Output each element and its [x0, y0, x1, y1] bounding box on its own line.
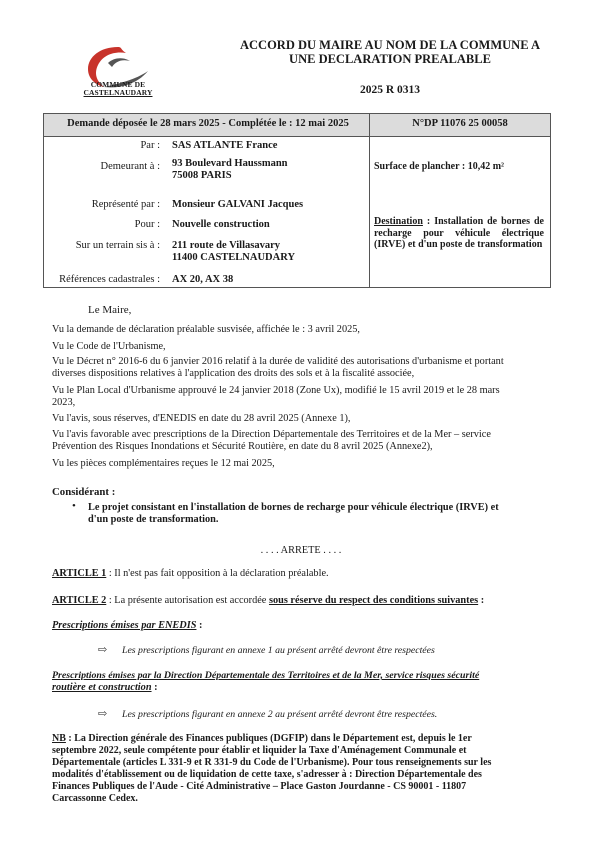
considerant-title: Considérant :: [52, 486, 116, 498]
label-demeurant: Demeurant à :: [100, 161, 160, 172]
logo-caption-line1: COMMUNE DE: [90, 80, 146, 89]
article-2-text: : La présente autorisation est accordée: [106, 595, 269, 606]
nb-line-2: septembre 2022, seule compétente pour établir et liquider la Taxe d'Aménagement Communale et: [52, 745, 467, 756]
article-2-label: ARTICLE 2: [52, 595, 107, 606]
destination-text: : Installation de bornes de recharge pour véhicule électrique (IRVE) et d'un poste de transformation: [374, 216, 544, 250]
nb-line-6: Carcassonne Cedex.: [52, 793, 138, 804]
vu-line-9: Prévention des Risques Inondations et Sécurité Routière, en date du 8 avril 2025 (Annexe2),: [52, 441, 433, 452]
surface-plancher: Surface de plancher : 10,42 m²: [374, 161, 505, 172]
value-par: SAS ATLANTE France: [172, 140, 278, 151]
prescriptions-ddtm-colon: :: [151, 682, 158, 693]
label-cadastre: Références cadastrales :: [59, 274, 160, 285]
considerant-line1: Le projet consistant en l'installation de bornes de recharge pour véhicule électrique (IRVE) et: [88, 502, 499, 513]
vu-line-5: Vu le Plan Local d'Urbanisme approuvé le 24 janvier 2018 (Zone Ux), modifié le 15 avril 2019 et le 28 mars: [52, 385, 500, 396]
value-terrain-line1: 211 route de Villasavary: [172, 240, 281, 251]
nb-label: NB: [52, 733, 66, 744]
title-line1: ACCORD DU MAIRE AU NOM DE LA COMMUNE A: [240, 38, 540, 52]
arrow-icon: ⇨: [98, 644, 108, 656]
vu-line-1: Vu la demande de déclaration préalable susvisée, affichée le : 3 avril 2025,: [52, 324, 360, 335]
prescriptions-ddtm-label-line1: Prescriptions émises par la Direction Départementale des Territoires et de la Mer, service risques sécurité: [52, 670, 480, 681]
article-1-label: ARTICLE 1: [52, 568, 107, 579]
vu-line-2: Vu le Code de l'Urbanisme,: [52, 341, 166, 352]
arrete-heading: . . . . ARRETE . . . .: [260, 545, 342, 556]
article-2-end: :: [478, 595, 485, 606]
considerant-line2: d'un poste de transformation.: [88, 514, 219, 525]
label-pour: Pour :: [134, 219, 160, 230]
title-line2: UNE DECLARATION PREALABLE: [289, 52, 491, 66]
vu-line-10: Vu les pièces complémentaires reçues le 12 mai 2025,: [52, 458, 275, 469]
prescriptions-enedis-title: [52, 620, 550, 632]
table-header-dp-number: N°DP 11076 25 00058: [412, 118, 508, 129]
article-1: [52, 568, 550, 580]
value-pour: Nouvelle construction: [172, 219, 270, 230]
nb-line-1: [52, 733, 550, 745]
nb-line-4: modalités d'établissement ou de liquidation de cette taxe, s'adresser à : Direction Départementale des: [52, 769, 482, 780]
destination-label: Destination: [374, 216, 423, 227]
logo-caption: [78, 81, 158, 97]
vu-line-3: Vu le Décret n° 2016-6 du 6 janvier 2016 relatif à la durée de validité des autorisations d'urbanisme et portant: [52, 356, 504, 367]
table-divider: [369, 113, 370, 288]
vu-line-4: diverses dispositions relatives à l'application des droits des sols et à la fiscalité associée,: [52, 368, 415, 379]
document-reference: 2025 R 0313: [359, 84, 421, 96]
salutation: Le Maire,: [88, 304, 132, 316]
table-header-dates: Demande déposée le 28 mars 2025 - Complétée le : 12 mai 2025: [67, 118, 349, 129]
label-terrain: Sur un terrain sis à :: [75, 240, 160, 251]
document-title: [205, 38, 575, 66]
article-2-emphasis: sous réserve du respect des conditions suivantes: [268, 595, 479, 606]
article-2: [52, 595, 550, 607]
arrow-icon: ⇨: [98, 708, 108, 720]
prescriptions-ddtm-title-line1: [52, 670, 550, 682]
label-par: Par :: [140, 140, 160, 151]
value-terrain-line2: 11400 CASTELNAUDARY: [172, 252, 296, 263]
considerant-bullet: •: [72, 500, 76, 512]
prescriptions-enedis-colon: :: [196, 620, 203, 631]
nb-text-1: : La Direction générale des Finances publiques (DGFIP) dans le Département est, depuis le 1er: [65, 733, 472, 744]
vu-line-7: Vu l'avis, sous réserves, d'ENEDIS en date du 28 avril 2025 (Annexe 1),: [52, 413, 351, 424]
prescriptions-enedis-label: Prescriptions émises par ENEDIS: [52, 620, 197, 631]
vu-line-8: Vu l'avis favorable avec prescriptions de la Direction Départementale des Territoires et de la Mer – service: [52, 429, 491, 440]
prescriptions-ddtm-item: Les prescriptions figurant en annexe 2 au présent arrêté devront être respectées.: [122, 709, 438, 720]
prescriptions-enedis-item: Les prescriptions figurant en annexe 1 au présent arrêté devront être respectées: [122, 645, 435, 656]
article-1-text: : Il n'est pas fait opposition à la déclaration préalable.: [106, 568, 329, 579]
destination: [374, 216, 544, 251]
value-represente: Monsieur GALVANI Jacques: [172, 199, 304, 210]
logo-caption-line2: CASTELNAUDARY: [83, 88, 153, 97]
label-represente: Représenté par :: [91, 199, 160, 210]
value-demeurant-line2: 75008 PARIS: [172, 170, 232, 181]
value-cadastre: AX 20, AX 38: [172, 274, 234, 285]
prescriptions-ddtm-label-line2: routière et construction: [52, 682, 152, 693]
prescriptions-ddtm-title-line2: [52, 682, 550, 694]
nb-line-3: Départementale (articles L 331-9 et R 331-9 du Code de l'Urbanisme). Pour tous renseignements sur les: [52, 757, 492, 768]
vu-line-6: 2023,: [52, 397, 76, 408]
value-demeurant-line1: 93 Boulevard Haussmann: [172, 158, 288, 169]
nb-line-5: Finances Publiques de l'Aude - Cité Administrative – Place Gaston Jourdanne - CS 90001 - 11807: [52, 781, 467, 792]
